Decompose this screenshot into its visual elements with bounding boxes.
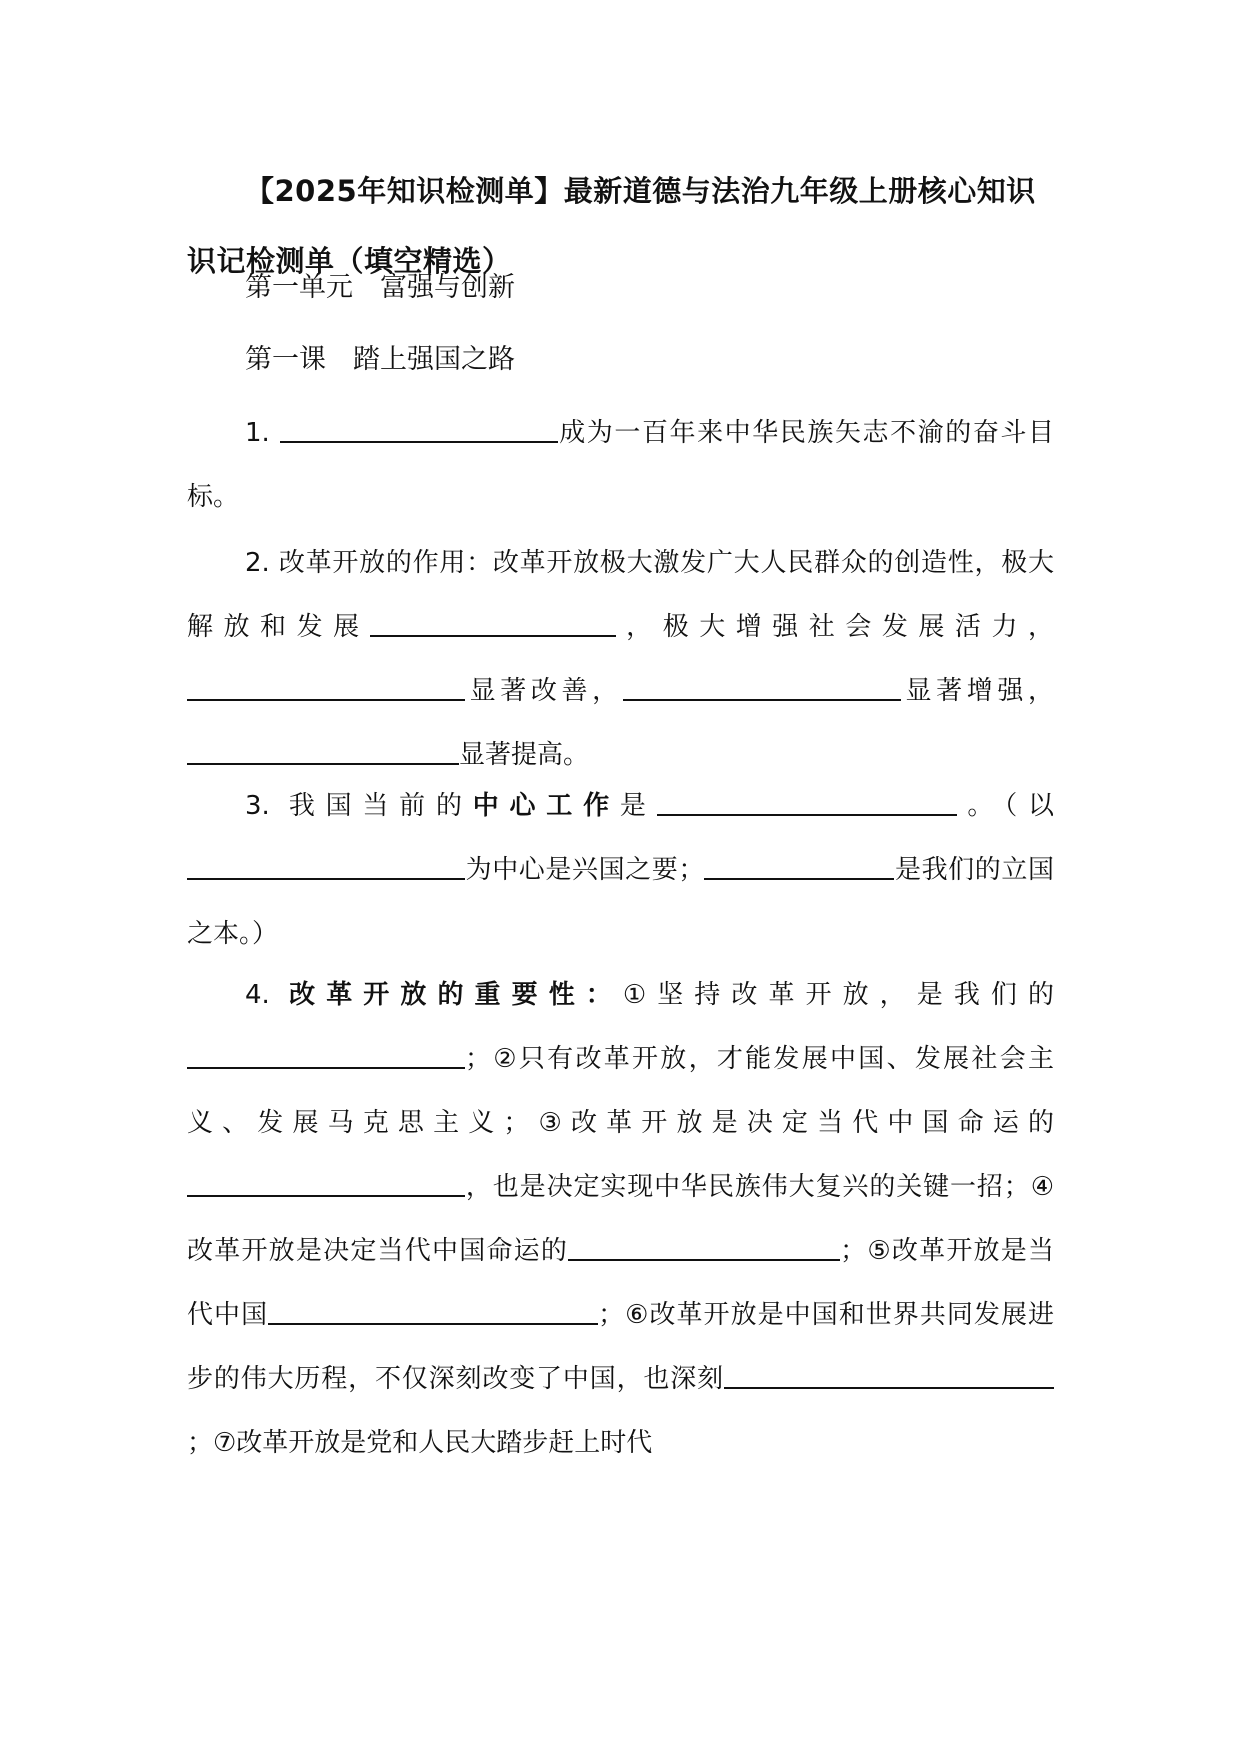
question-1-text: 成为一百年来中华民族矢志不渝的奋斗目标。 (187, 418, 1054, 512)
answer-blank[interactable] (187, 848, 465, 880)
question-3 (187, 774, 1054, 966)
question-2-label: 改革开放的作用： (278, 548, 493, 578)
question-3-number: 3. (245, 791, 270, 821)
question-4-label: 改革开放的重要性： (289, 980, 623, 1010)
answer-blank[interactable] (187, 1165, 465, 1197)
question-3-text-2: 是 (619, 791, 657, 821)
question-2-text-2: ，极大增强社会发展活力， (615, 612, 1054, 642)
question-3-text-3: 。（以 (956, 791, 1054, 821)
lesson-heading: 第一课 踏上强国之路 (245, 344, 515, 375)
document-title: 【2025年知识检测单】最新道德与法治九年级上册核心知识识记检测单（填空精选） (187, 174, 1036, 278)
answer-blank[interactable] (280, 411, 558, 443)
question-4-text-3: ，也是决定实现中华民族伟大复兴的关键一招；④改革开放是决定当代中国命运的 (187, 1172, 1054, 1266)
question-3-text-5: 是我们的立国之本。） (187, 855, 1054, 949)
question-2-text-5: 显著提高。 (459, 740, 590, 770)
answer-blank[interactable] (623, 669, 901, 701)
question-4-text-5: ；⑥改革开放是中国和世界共同发展进步的伟大历程，不仅深刻改变了中国，也深刻 (187, 1300, 1054, 1394)
answer-blank[interactable] (187, 669, 465, 701)
answer-blank[interactable] (370, 605, 616, 637)
question-4-text-1: ①坚持改革开放，是我们的 (622, 980, 1054, 1010)
question-3-text-4: 为中心是兴国之要； (465, 855, 705, 885)
question-3-text-1: 我国当前的 (288, 791, 473, 821)
question-1-number: 1. (245, 418, 270, 448)
unit-heading: 第一单元 富强与创新 (245, 272, 515, 303)
question-2-text-4: 显著增强， (900, 676, 1054, 706)
question-2-text-1: 改革开放极大激发广大人民群众的创造性，极大解放和发展 (187, 548, 1054, 642)
question-4-text-2: ；②只有改革开放，才能发展中国、发展社会主义、发展马克思主义；③改革开放是决定当代中国命运的 (187, 1044, 1054, 1138)
question-4-text-6: ；⑦改革开放是党和人民大踏步赶上时代 (187, 1428, 653, 1458)
answer-blank[interactable] (268, 1293, 598, 1325)
question-3-label: 中心工作 (472, 791, 620, 821)
answer-blank[interactable] (568, 1229, 840, 1261)
answer-blank[interactable] (724, 1357, 1054, 1389)
answer-blank[interactable] (187, 1037, 465, 1069)
question-2-number: 2. (245, 548, 270, 578)
question-4-text-4: ；⑤改革开放是当代中国 (187, 1236, 1054, 1330)
question-4 (187, 963, 1054, 1475)
question-1 (187, 401, 1054, 529)
answer-blank[interactable] (187, 733, 459, 765)
answer-blank[interactable] (704, 848, 894, 880)
question-4-number: 4. (245, 980, 270, 1010)
question-2-text-3: 显著改善， (465, 676, 623, 706)
answer-blank[interactable] (657, 784, 957, 816)
question-2 (187, 531, 1054, 787)
